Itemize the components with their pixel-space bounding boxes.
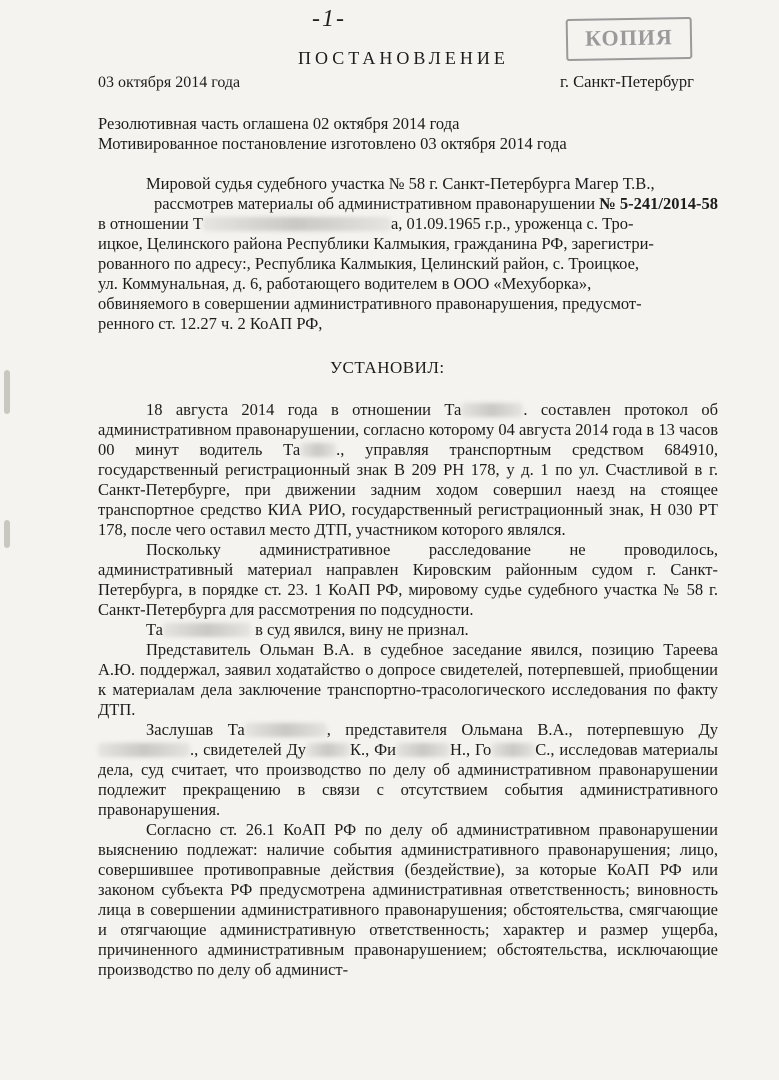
document-title: ПОСТАНОВЛЕНИЕ bbox=[298, 48, 509, 68]
redacted-name bbox=[491, 743, 535, 757]
redacted-name bbox=[245, 723, 327, 737]
document-city: г. Санкт-Петербург bbox=[560, 72, 694, 91]
intro-line: ул. Коммунальная, д. 6, работающего водителем в ООО «Мехуборка», bbox=[98, 274, 592, 293]
paragraph-investigation: Поскольку административное расследование не проводилось, административный материал направлен Кировским районным судом г. Санкт-Петербурга, в порядке ст. 23. 1 КоАП РФ, мировому судье судебного участка № 58 г. Санкт-Петербурга для рассмотрения по подсудности. bbox=[98, 540, 718, 619]
paragraph-law: Согласно ст. 26.1 КоАП РФ по делу об административном правонарушении выяснению подлежат: наличие события административного правонарушения; лицо, совершившее противоправные действия (бездействие), за которые КоАП РФ или законом субъекта РФ предусмотрена административная ответственность; виновность лица в совершении административного правонарушения; обстоятельства, смягчающие и отягчающие административную ответственность; характер и размер ущерба, причиненного административным правонарушением; обстоятельства, исключающие производство по делу об админист- bbox=[98, 820, 718, 979]
paragraph-text: Та bbox=[146, 620, 163, 639]
redacted-name bbox=[203, 217, 391, 231]
intro-text: рассмотрев материалы об административном правонарушении bbox=[153, 194, 600, 213]
paragraph-representative: Представитель Ольман В.А. в судебное заседание явился, позицию Тареева А.Ю. поддержал, заявил ходатайство о допросе свидетелей, потерпевшей, приобщении к материалам дела заключение транспортно-трасологического исследования по факту ДТП. bbox=[98, 640, 718, 719]
paragraph-protocol bbox=[98, 400, 718, 540]
redacted-name bbox=[163, 623, 251, 637]
intro-line: ренного ст. 12.27 ч. 2 КоАП РФ, bbox=[98, 314, 323, 333]
section-heading: УСТАНОВИЛ: bbox=[330, 358, 445, 377]
paragraph-text: ., управляя транспортным средством 684910, государственный регистрационный знак В 209 РН 178, у д. 1 по ул. Счастливой в г. Санкт-Петербурге, при движении задним ходом совершил наезд на стоящее транспортное средство КИА РИО, государственный регистрационный знак, Н 030 РТ 178, после чего оставил место ДТП, участником которого являлся. bbox=[98, 440, 718, 539]
intro-line: ицкое, Целинского района Республики Калмыкия, гражданина РФ, зарегистри- bbox=[98, 234, 654, 253]
redacted-name bbox=[461, 403, 523, 417]
scan-mark bbox=[4, 370, 10, 414]
motivated-line: Мотивированное постановление изготовлено 03 октября 2014 года bbox=[98, 134, 567, 153]
paragraph-hearing bbox=[98, 720, 718, 820]
paragraph-text: Н., Го bbox=[449, 740, 492, 759]
intro-line: рованного по адресу:, Республика Калмыкия, Целинский район, с. Троицкое, bbox=[98, 254, 640, 273]
redacted-name bbox=[98, 743, 190, 757]
intro-line: обвиняемого в совершении административного правонарушения, предусмот- bbox=[98, 294, 642, 313]
paragraph-appearance bbox=[98, 620, 718, 640]
paragraph-text: . составлен протокол об административном правонарушении, согласно которому 04 августа 2014 года в 13 часов 00 минут водитель Та bbox=[98, 400, 719, 459]
paragraph-text: К., Фи bbox=[350, 740, 396, 759]
page-number: -1- bbox=[312, 6, 346, 32]
redacted-name bbox=[396, 743, 450, 757]
intro-block bbox=[98, 174, 718, 334]
paragraph-text: в суд явился, вину не признал. bbox=[251, 620, 469, 639]
intro-line bbox=[98, 194, 718, 214]
document-date: 03 октября 2014 года bbox=[98, 74, 241, 91]
body-text bbox=[98, 400, 718, 980]
paragraph-text: ., свидетелей Ду bbox=[190, 740, 306, 759]
resolution-line: Резолютивная часть оглашена 02 октября 2014 года bbox=[98, 114, 460, 133]
redacted-name bbox=[300, 443, 336, 457]
intro-line: Мировой судья судебного участка № 58 г. Санкт-Петербурга Магер Т.В., bbox=[146, 174, 655, 193]
paragraph-text: С., исследовав материалы дела, суд считает, что производство по делу об административном правонарушении подлежит прекращению в связи с отсутствием события административного правонарушения. bbox=[98, 740, 718, 819]
intro-line bbox=[98, 214, 718, 234]
intro-text: в отношении Т bbox=[98, 214, 203, 233]
paragraph-text: , представителя Ольмана В.А., потерпевшую Ду bbox=[326, 720, 718, 739]
case-number: № 5-241/2014-58 bbox=[599, 194, 718, 213]
paragraph-text: Заслушав Та bbox=[146, 720, 245, 739]
copy-stamp: КОПИЯ bbox=[566, 17, 693, 61]
redacted-name bbox=[306, 743, 350, 757]
paragraph-text: 18 августа 2014 года в отношении Та bbox=[146, 400, 462, 419]
scan-mark bbox=[4, 520, 10, 548]
intro-text: а, 01.09.1965 г.р., уроженца с. Тро- bbox=[390, 214, 634, 233]
